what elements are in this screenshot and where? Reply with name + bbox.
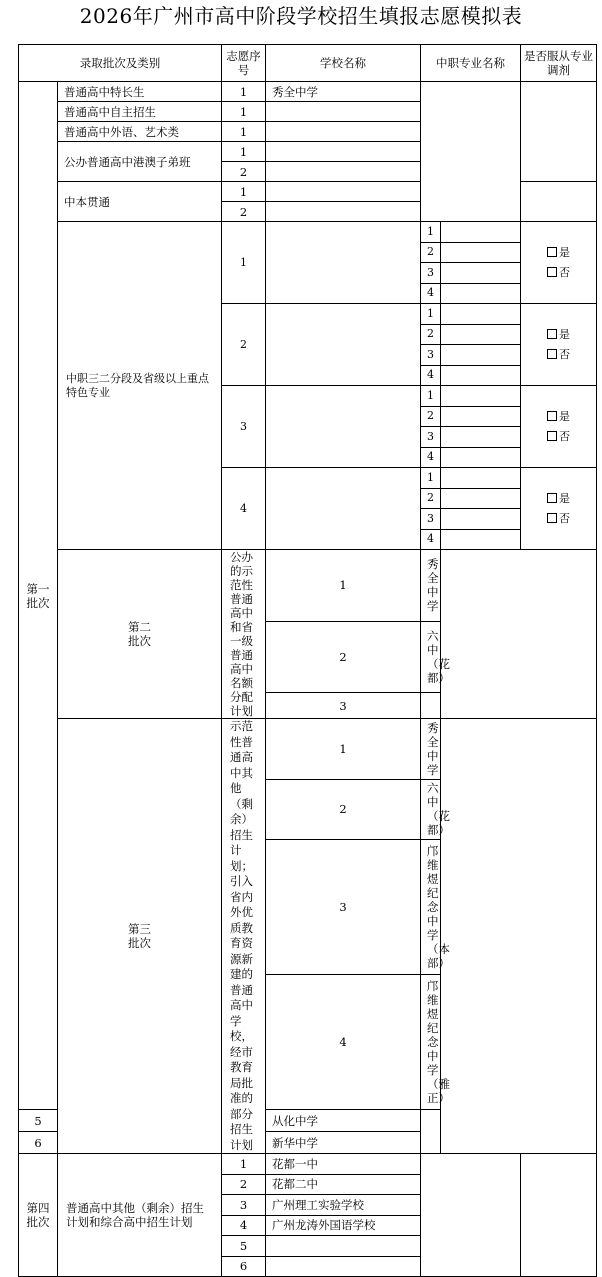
order-number: 3 [266,693,421,719]
order-number: 1 [222,1154,266,1175]
school-input[interactable] [421,693,441,719]
major-input[interactable] [441,304,521,325]
major-input[interactable] [441,406,521,427]
major-number: 3 [421,427,441,448]
school-input[interactable] [266,162,421,182]
checkbox-no[interactable] [547,267,557,277]
order-number: 6 [222,1256,266,1277]
school-input[interactable] [266,182,421,202]
batch1-through-train-label: 中本贯通 [58,182,222,222]
school-input[interactable]: 邝维煜纪念中学（本部） [421,840,441,975]
order-number: 6 [19,1132,58,1154]
major-input[interactable] [441,509,521,530]
order-number: 2 [222,202,266,222]
order-number: 2 [222,304,266,386]
checkbox-no[interactable] [547,349,557,359]
header-adjust: 是否服从专业调剂 [521,45,597,82]
batch4-label: 第四批次 [19,1154,58,1277]
batch1-hk-macao-label: 公办普通高中港澳子弟班 [58,142,222,182]
order-number: 1 [222,122,266,142]
major-input[interactable] [421,82,521,222]
order-number: 1 [222,222,266,304]
school-input[interactable]: 花都一中 [266,1154,421,1175]
school-input[interactable] [266,304,421,386]
school-input[interactable] [266,202,421,222]
checkbox-no[interactable] [547,513,557,523]
order-number: 2 [222,162,266,182]
header-order: 志愿序号 [222,45,266,82]
header-major: 中职专业名称 [421,45,521,82]
order-number: 2 [266,621,421,693]
major-input[interactable] [441,345,521,366]
major-number: 2 [421,324,441,345]
school-input[interactable] [266,1236,421,1257]
order-number: 4 [266,975,421,1110]
school-input[interactable] [266,468,421,550]
adjust-options: 是 否 [521,386,597,468]
order-number: 1 [266,550,421,622]
major-number: 3 [421,345,441,366]
order-number: 1 [222,82,266,102]
major-input[interactable] [441,529,521,550]
major-number: 3 [421,263,441,284]
checkbox-no[interactable] [547,431,557,441]
school-input[interactable]: 广州龙涛外国语学校 [266,1215,421,1236]
school-input[interactable]: 秀全中学 [421,550,441,622]
batch2-label: 第二批次 [58,550,222,719]
major-number: 2 [421,488,441,509]
major-input[interactable] [441,427,521,448]
major-input[interactable] [441,719,597,1154]
batch1-vocational-label: 中职三二分段及省级以上重点特色专业 [58,222,222,550]
batch1-foreign-art-label: 普通高中外语、艺术类 [58,122,222,142]
order-number: 1 [222,102,266,122]
major-number: 4 [421,529,441,550]
order-number: 3 [222,386,266,468]
major-input[interactable] [441,263,521,284]
order-number: 4 [222,1215,266,1236]
school-input[interactable]: 六中（花都） [421,621,441,693]
major-input[interactable] [441,222,521,243]
major-number: 4 [421,365,441,386]
major-input[interactable] [441,324,521,345]
batch4-desc: 普通高中其他（剩余）招生计划和综合高中招生计划 [58,1154,222,1277]
school-input[interactable] [266,386,421,468]
order-number: 1 [222,182,266,202]
order-number: 5 [19,1110,58,1132]
major-input[interactable] [441,283,521,304]
major-number: 4 [421,283,441,304]
school-input[interactable] [266,1256,421,1277]
school-input[interactable] [266,142,421,162]
school-input[interactable] [266,102,421,122]
school-input[interactable]: 秀全中学 [421,719,441,780]
order-number: 2 [222,1174,266,1195]
page-title: 2026年广州市高中阶段学校招生填报志愿模拟表 [79,4,523,28]
header-school: 学校名称 [266,45,421,82]
adjust-options: 是 否 [521,468,597,550]
batch2-desc: 公办的示范性普通高中和省一级普通高中名额分配计划 [222,550,266,719]
major-input[interactable] [441,468,521,489]
school-input[interactable]: 邝维煜纪念中学（雅正） [421,975,441,1110]
major-number: 2 [421,242,441,263]
school-input[interactable]: 新华中学 [266,1132,421,1154]
school-input[interactable] [266,222,421,304]
major-number: 1 [421,304,441,325]
major-number: 2 [421,406,441,427]
major-input[interactable] [441,242,521,263]
volunteer-form-table [18,44,597,1277]
major-input[interactable] [441,488,521,509]
checkbox-yes[interactable] [547,247,557,257]
order-number: 5 [222,1236,266,1257]
adjust-options: 是 否 [521,222,597,304]
order-number: 4 [222,468,266,550]
batch1-label: 第一批次 [19,82,58,1110]
major-input[interactable] [441,386,521,407]
major-number: 1 [421,222,441,243]
major-number: 4 [421,447,441,468]
school-input[interactable]: 花都二中 [266,1174,421,1195]
batch3-desc: 示范性普通高中其他（剩余）招生计划；引入省内外优质教育资源新建的普通高中学校，经市教育局批准的部分招生计划 [222,719,266,1154]
order-number: 1 [266,719,421,780]
major-number: 1 [421,386,441,407]
order-number: 3 [222,1195,266,1216]
order-number: 2 [266,779,421,840]
batch1-special-label: 普通高中特长生 [58,82,222,102]
order-number: 1 [222,142,266,162]
batch1-autonomous-label: 普通高中自主招生 [58,102,222,122]
adjust-input[interactable] [521,182,597,222]
major-input[interactable] [421,1154,521,1277]
major-number: 3 [421,509,441,530]
header-category: 录取批次及类别 [19,45,222,82]
major-number: 1 [421,468,441,489]
school-input[interactable]: 广州理工实验学校 [266,1195,421,1216]
school-input[interactable]: 秀全中学 [266,82,421,102]
checkbox-yes[interactable] [547,411,557,421]
major-input[interactable] [441,550,597,719]
checkbox-yes[interactable] [547,329,557,339]
checkbox-yes[interactable] [547,493,557,503]
adjust-options: 是 否 [521,304,597,386]
major-input[interactable] [441,365,521,386]
school-input[interactable]: 从化中学 [266,1110,421,1132]
major-input[interactable] [441,447,521,468]
adjust-input[interactable] [521,1154,597,1277]
school-input[interactable] [266,122,421,142]
order-number: 3 [266,840,421,975]
adjust-input[interactable] [521,82,597,182]
school-input[interactable]: 六中（花都） [421,779,441,840]
batch3-label: 第三批次 [58,719,222,1154]
